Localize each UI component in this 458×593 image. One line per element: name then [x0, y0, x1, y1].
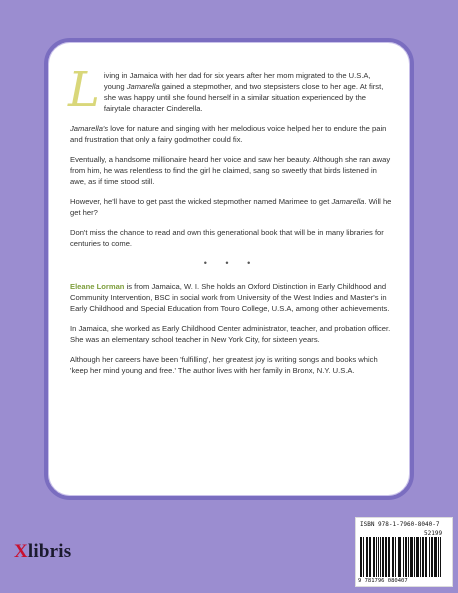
author-name: Eleane Lorman — [70, 282, 125, 291]
barcode-bar — [361, 537, 362, 577]
barcode-bar — [393, 537, 394, 577]
barcode-bar — [400, 537, 401, 577]
barcode-bar — [388, 537, 390, 577]
blurb-panel — [44, 38, 414, 500]
barcode-bar — [405, 537, 407, 577]
blurb-paragraph-1: Living in Jamaica with her dad for six years after her mom migrated to the U.S.A, young Jamarella gained a stepmother, and two stepsisters close to her age. At first, she was happy until she found herself in a similar situation experienced by the fairytale character Cinderella. — [68, 62, 384, 118]
barcode-bar — [369, 537, 371, 577]
isbn-label: ISBN 978-1-7960-8040-7 — [360, 521, 440, 528]
barcode-bar — [399, 537, 400, 577]
barcode-bar — [382, 537, 384, 577]
barcode-bar — [386, 537, 387, 577]
blurb-paragraph-2: Jamarella's love for nature and singing with her melodious voice helped her to endure the pain and frustration that only a fairy godmother could fix. — [70, 124, 387, 144]
barcode-bar — [374, 537, 376, 577]
barcode-bar — [425, 537, 426, 577]
barcode-bar — [380, 537, 382, 577]
blurb-paragraph-3: Eventually, a handsome millionaire heard her voice and saw her beauty. Although she ran away from him, he was relentless to find the girl he claimed, sang so sweetly that birds listened in awe, as if time stood still. — [70, 155, 391, 186]
price-code: 52199 — [424, 530, 443, 537]
blurb-paragraph-4: However, he'll have to get past the wicked stepmother named Marimee to get Jamarella. Will he get her? — [70, 197, 392, 217]
publisher-logo: Xlibris — [14, 541, 72, 562]
barcode-bar — [431, 537, 432, 577]
barcode-bar — [395, 537, 397, 577]
author-paragraph-2: In Jamaica, she worked as Early Childhood Center administrator, teacher, and probation officer. She was an elementary school teacher in New York City, for sixteen years. — [70, 324, 391, 344]
blurb-text — [68, 62, 392, 385]
blurb-paragraph-5: Don't miss the chance to read and own this generational book that will be in many libraries for centuries to come. — [70, 228, 384, 248]
barcode-bar — [411, 537, 413, 577]
barcode-bar — [367, 537, 368, 577]
barcode-bar — [417, 537, 419, 577]
isbn-barcode — [355, 517, 453, 587]
barcode-bar — [376, 537, 377, 577]
barcode-bar — [432, 537, 433, 577]
barcode-bar — [436, 537, 437, 577]
author-paragraph-3: Although her careers have been 'fulfilling', her greatest joy is writing songs and books which 'keep her mind young and free.' The author lives with her family in Bronx, N.Y. U.S.A. — [70, 355, 378, 375]
barcode-bar — [440, 537, 441, 577]
barcode-bar — [438, 537, 439, 577]
barcode-bar — [420, 537, 421, 577]
section-separator: • • • — [203, 258, 259, 268]
barcode-bar — [408, 537, 409, 577]
author-paragraph-1: Eleane Lorman is from Jamaica, W. I. She holds an Oxford Distinction in Early Childhood and Community Intervention, BSC in social work from University of the West Indies and Master's in Early Childhood and Special Education from Touro College, U.S.A, among other achievements. — [70, 282, 390, 313]
barcode-bar — [414, 537, 415, 577]
barcode-digits: 9 781796 080407 — [358, 578, 408, 584]
barcode-bar — [363, 537, 365, 577]
barcode-bars — [360, 537, 450, 577]
barcode-bar — [426, 537, 427, 577]
drop-cap: L — [68, 62, 100, 118]
